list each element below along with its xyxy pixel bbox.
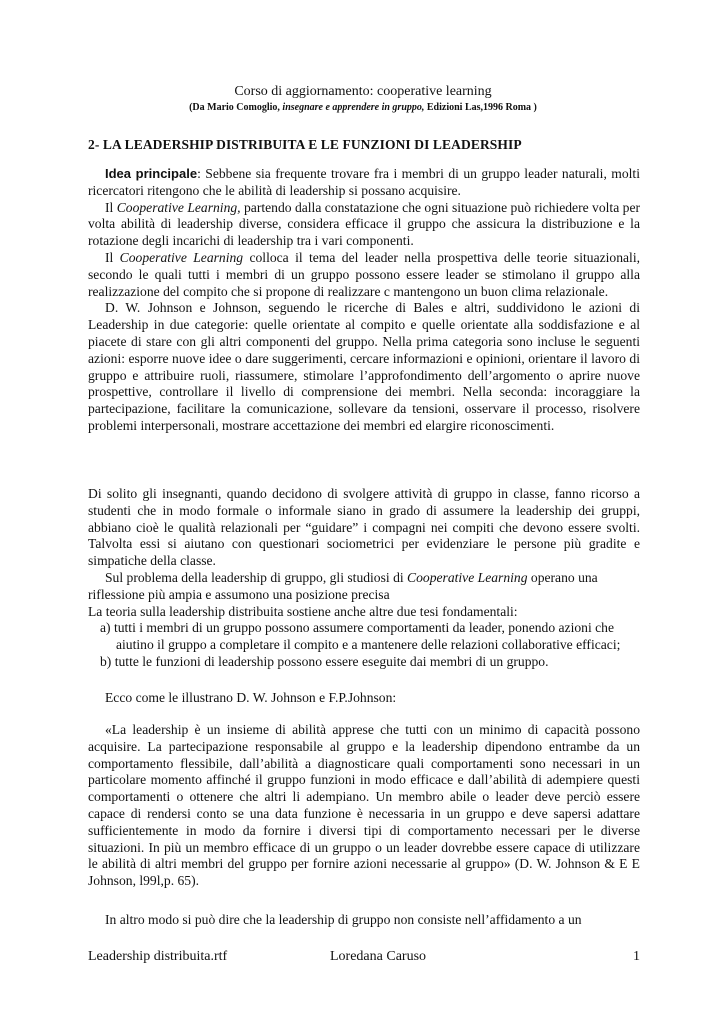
list-item-a: a) tutti i membri di un gruppo possono assumere comportamenti da leader, ponendo azioni che aiutino il gruppo a completare il compito e a mantenere delle relazioni collaborative efficaci; bbox=[100, 620, 621, 653]
footer-author: Loredana Caruso bbox=[330, 949, 427, 964]
source-prefix: (Da Mario Comoglio, bbox=[189, 102, 283, 113]
section-heading: 2- LA LEADERSHIP DISTRIBUITA E LE FUNZIONI DI LEADERSHIP bbox=[88, 137, 522, 152]
quote-block bbox=[88, 722, 640, 890]
paragraph-situational-theories bbox=[88, 250, 640, 300]
paragraph-closing: In altro modo si può dire che la leadership di gruppo non consiste nell’affidamento a un bbox=[105, 912, 582, 927]
course-title: Corso di aggiornamento: cooperative learning bbox=[234, 84, 492, 99]
paragraph-text: colloca il tema del leader nella prospettiva delle teorie situazionali, secondo le quali tutti i membri di un gruppo possono essere leader se stimolano il gruppo alla realizzazione del compito che si propone di realizzare c mantengono un buon clima relazionale. bbox=[88, 249, 640, 299]
paragraph-text: operano una riflessione più ampia e assumono una posizione precisa bbox=[88, 569, 598, 602]
page-footer bbox=[88, 949, 640, 965]
paragraph-johnson-categories: D. W. Johnson e Johnson, seguendo le ricerche di Bales e altri, suddividono le azioni di Leadership in due categorie: quelle orientate al compito e quelle orientate alla soddisfazione e al piacete di stare con gli altri componenti del gruppo. Nella prima categoria sono incluse le seguenti azioni: esporre nuove idee o dare suggerimenti, cercare informazioni e opinioni, orientare il lavoro di gruppo e attribuire ruoli, riassumere, stimolare l’approfondimento dell’argomento o aprire nuove prospettive, controllare il livello di comprensione dei membri. Nella seconda: incoraggiare la partecipazione, facilitare la comunicazione, sollevare da tensioni, osservare il processo, risolvere problemi interpersonali, mostrare accettazione dei membri ed elargire riconoscimenti. bbox=[88, 300, 640, 433]
term-cooperative-learning: Cooperative Learning bbox=[407, 569, 528, 585]
closing-block bbox=[88, 912, 640, 929]
paragraph-distributed-theory: La teoria sulla leadership distribuita sostiene anche altre due tesi fondamentali: bbox=[88, 603, 518, 619]
term-cooperative-learning: Cooperative Learning bbox=[119, 249, 244, 265]
illustration-intro bbox=[88, 690, 640, 707]
paragraph-illustration: Ecco come le illustrano D. W. Johnson e F.P.Johnson: bbox=[105, 690, 397, 705]
term-cooperative-learning: Cooperative Learning, bbox=[116, 199, 241, 215]
paragraph-leadership-problem bbox=[88, 570, 640, 604]
paragraph-text: partendo dalla constatazione che ogni situazione può richiedere volta per volta abilità di leadership diverse, considera efficace il gruppo che assicura la distribuzione e la rotazione degli incarichi di leadership tra i vari componenti. bbox=[88, 199, 640, 249]
source-suffix: Edizioni Las,1996 Roma ) bbox=[424, 102, 537, 113]
main-idea-paragraph bbox=[88, 166, 640, 200]
list-item-b: b) tutte le funzioni di leadership possono essere eseguite dai membri di un gruppo. bbox=[100, 653, 549, 669]
main-idea-text: : Sebbene sia frequente trovare fra i membri di un gruppo leader naturali, molti ricercatori ritengono che le abilità di leadership si possano acquisire. bbox=[88, 166, 640, 198]
source-book-title: insegnare e apprendere in gruppo, bbox=[282, 102, 425, 113]
intro-block bbox=[88, 166, 640, 435]
paragraph-lead: Sul problema della leadership di gruppo, gli studiosi di bbox=[105, 569, 408, 585]
main-idea-label: Idea principale bbox=[105, 166, 198, 181]
footer-filename: Leadership distribuita.rtf bbox=[88, 949, 228, 964]
page-number: 1 bbox=[633, 949, 640, 964]
teachers-block bbox=[88, 486, 640, 671]
paragraph-lead: Il bbox=[105, 199, 117, 215]
paragraph-lead: Il bbox=[105, 249, 120, 265]
paragraph-teachers: Di solito gli insegnanti, quando decidono di svolgere attività di gruppo in classe, fanno ricorso a studenti che in modo formale o informale siano in grado di assumere la leadership dei gruppi, abbiano cioè le qualità relazionali per “guidare” i compagni nei compiti che devono essere svolti. Talvolta essi si aiutano con questionari sociometrici per evidenziare le persone più gradite e simpatiche della classe. bbox=[88, 486, 640, 569]
paragraph-cooperative-learning bbox=[88, 200, 640, 250]
johnson-quote: «La leadership è un insieme di abilità apprese che tutti con un minimo di capacità possono acquisire. La partecipazione responsabile al gruppo e la leadership dipendono entrambe da un comportamento flessibile, dall’abilità a diagnosticare quali comportamenti sono necessari in un particolare momento affinché il gruppo funzioni in modo efficace e dall’abilità di adempiere questi comportamenti o ottenere che altri li adempiano. Un membro abile o leader deve perciò essere capace di rendersi conto se una data funzione è necessaria in un gruppo e deve sapersi adattare sufficientemente in modo da fornire i diversi tipi di comportamento necessari per le diverse situazioni. In più un membro efficace di un gruppo o un leader dovrebbe essere capace di utilizzare le abilità di altri membri del gruppo per fornire azioni necessarie al gruppo» (D. W. Johnson & E E Johnson, l99l,p. 65). bbox=[88, 722, 640, 889]
source-citation bbox=[0, 102, 726, 114]
